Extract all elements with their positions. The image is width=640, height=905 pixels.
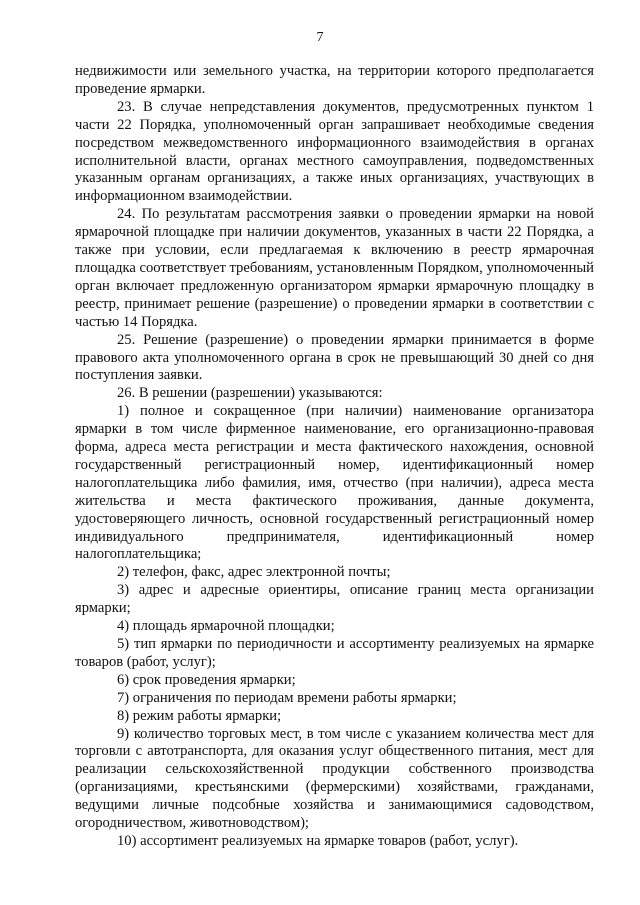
list-item-26-4: 4) площадь ярмарочной площадки;	[117, 618, 335, 635]
page-number: 7	[316, 30, 324, 45]
paragraph-26: 26. В решении (разрешении) указываются:	[117, 385, 383, 402]
paragraph-23: 23. В случае непредставления документов, предусмотренных пунктом 1 части 22 Порядка, уполномоченный орган запрашивает необходимые сведения посредством межведомственного информационного взаимодействия в органах исполнительной власти, органах местного самоуправления, подведомственных указанным органам организациях, а также иных организациях, участвующих в информационном взаимодействии.	[75, 98, 594, 205]
list-item-26-2: 2) телефон, факс, адрес электронной почты;	[117, 564, 391, 581]
list-item-26-1: 1) полное и сокращенное (при наличии) наименование организатора ярмарки в том числе фирменное наименование, его организационно-правовая форма, адреса места регистрации и места фактического нахождения, основной государственный регистрационный номер, идентификационный номер налогоплательщика либо фамилия, имя, отчество (при наличии), адреса места жительства и места фактического проживания, данные документа, удостоверяющего личность, основной государственный регистрационный номер индивидуального предпринимателя, идентификационный номер налогоплательщика;	[75, 403, 594, 563]
list-item-26-3: 3) адрес и адресные ориентиры, описание границ места организации ярмарки;	[75, 582, 594, 617]
list-item-26-5: 5) тип ярмарки по периодичности и ассортименту реализуемых на ярмарке товаров (работ, услуг);	[75, 636, 594, 670]
list-item-26-8: 8) режим работы ярмарки;	[117, 707, 282, 724]
document-body	[75, 63, 594, 851]
paragraph-25: 25. Решение (разрешение) о проведении ярмарки принимается в форме правового акта уполномоченного органа в срок не превышающий 30 дней со дня поступления заявки.	[75, 331, 594, 384]
list-item-26-10: 10) ассортимент реализуемых на ярмарке товаров (работ, услуг).	[117, 832, 519, 849]
paragraph-24: 24. По результатам рассмотрения заявки о проведении ярмарки на новой ярмарочной площадке при наличии документов, указанных в части 22 Порядка, а также при условии, если предлагаемая к включению в реестр ярмарочная площадка соответствует требованиям, установленным Порядком, уполномоченный орган включает предложенную организатором ярмарки ярмарочную площадку в реестр, принимает решение (разрешение) о проведении ярмарки в соответствии с частью 14 Порядка.	[75, 206, 594, 330]
list-item-26-6: 6) срок проведения ярмарки;	[117, 671, 296, 688]
paragraph-continuation: недвижимости или земельного участка, на территории которого предполагается проведение ярмарки.	[75, 63, 594, 97]
list-item-26-9: 9) количество торговых мест, в том числе с указанием количества мест для торговли с автотранспорта, для оказания услуг общественного питания, мест для реализации сельскохозяйственной продукции собственного производства (организациями, крестьянскими (фермерскими) хозяйствами, гражданами, ведущими личные подсобные хозяйства и занимающимися садоводством, огородничеством, животноводством);	[75, 725, 594, 832]
list-item-26-7: 7) ограничения по периодам времени работы ярмарки;	[117, 689, 457, 706]
